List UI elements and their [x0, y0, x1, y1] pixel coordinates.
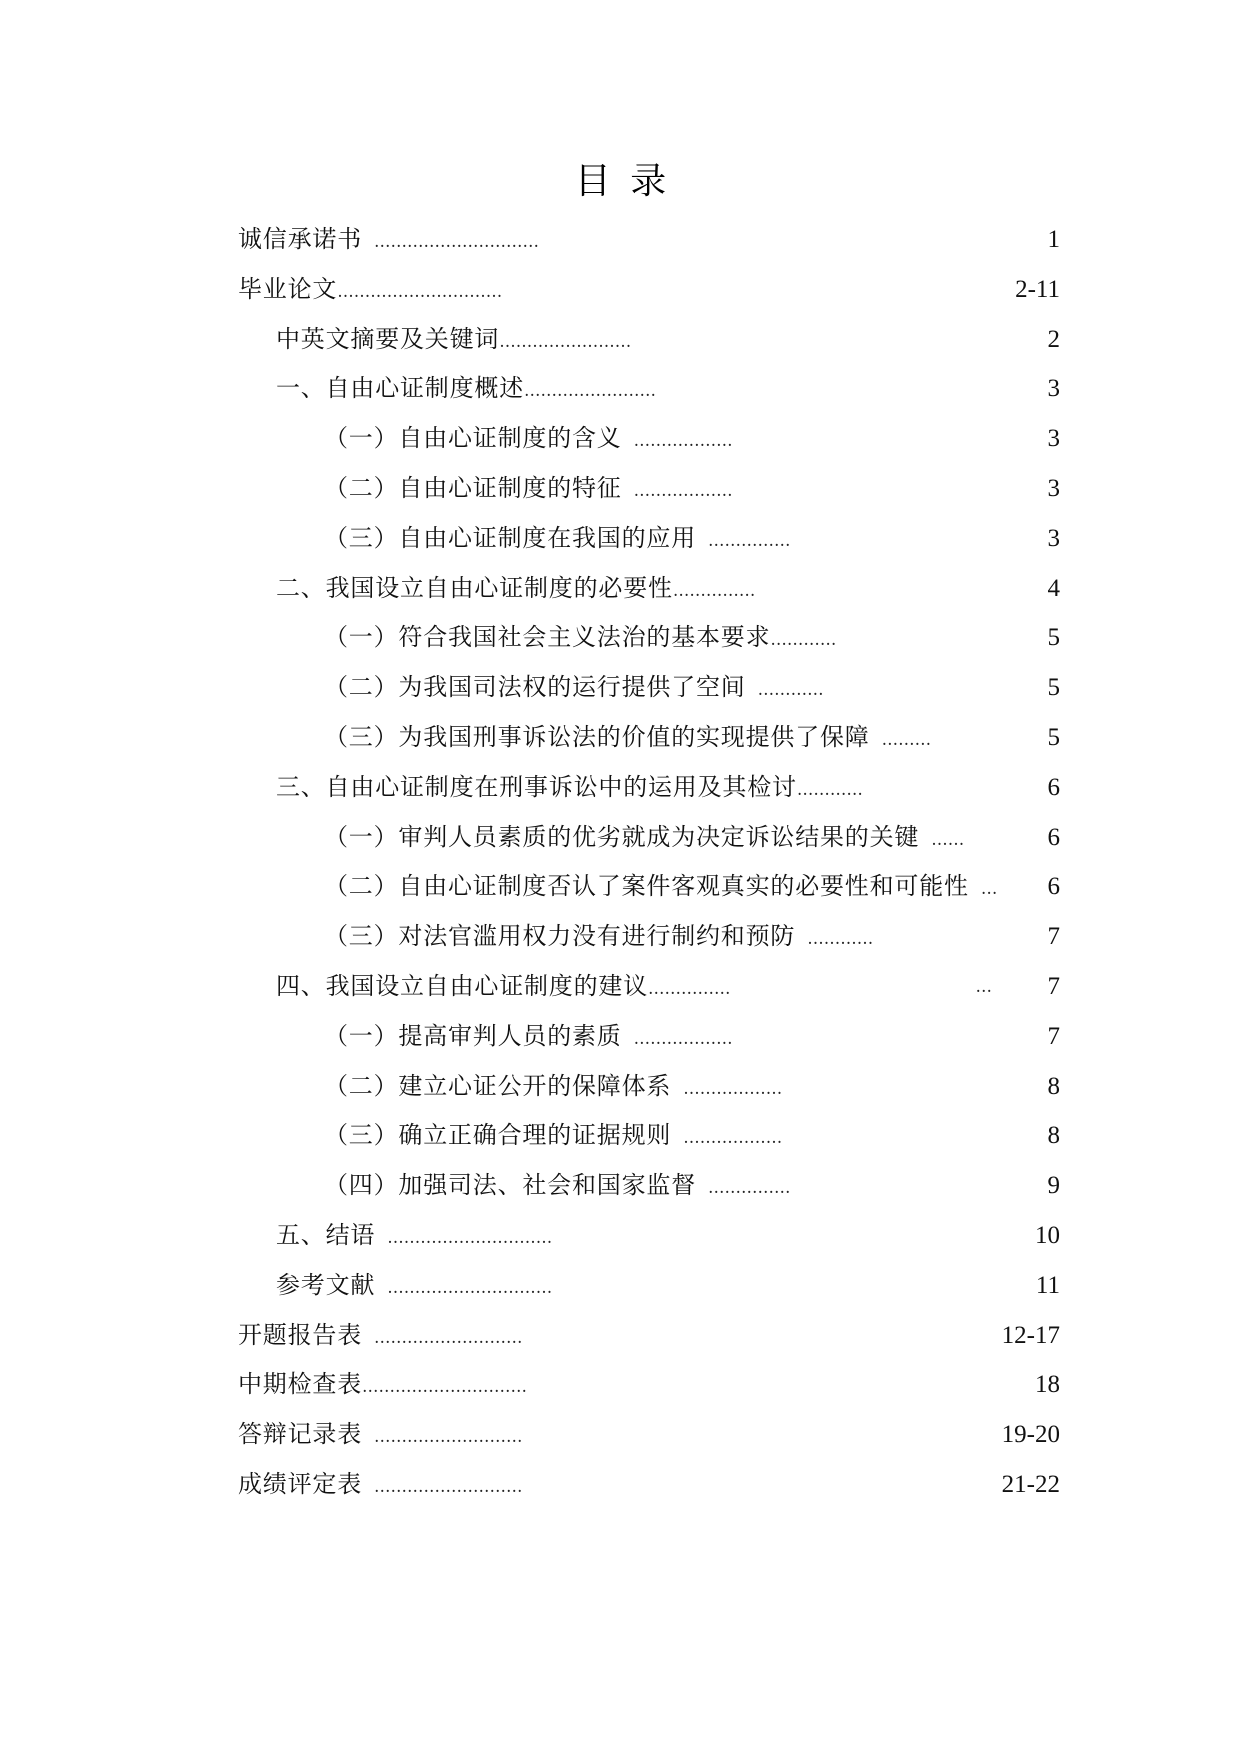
dot-leader: ……………… — [633, 480, 733, 500]
dot-leader: ……………………… — [374, 1476, 523, 1496]
toc-subsection-entry — [238, 464, 1060, 514]
toc-page-number: 3 — [1047, 375, 1060, 403]
toc-page-number: 2-11 — [1015, 275, 1060, 303]
toc-page-number: 2 — [1047, 325, 1060, 353]
dot-leader: …………… — [708, 1178, 791, 1198]
toc-page-number: 7 — [1047, 923, 1060, 951]
toc-entry — [238, 1460, 1060, 1510]
dot-leader: ……………… — [633, 1028, 733, 1048]
toc-entry-title: 诚信承诺书 — [238, 225, 362, 253]
toc-page-number: 6 — [1047, 873, 1060, 901]
toc-entry-title: 开题报告表 — [238, 1320, 362, 1349]
toc-page-number: 10 — [1035, 1221, 1060, 1249]
toc-entry-title: （二）自由心证制度否认了案件客观真实的必要性和可能性 — [324, 872, 969, 901]
dot-leader: …………………… — [524, 381, 656, 401]
toc-page-number: 18 — [1035, 1371, 1060, 1399]
toc-entry-title: 中英文摘要及关键词 — [276, 324, 500, 353]
dot-leader: ………………………… — [387, 1227, 553, 1247]
dot-leader: ………………………… — [337, 281, 503, 301]
toc-page-number: 11 — [1035, 1271, 1060, 1299]
toc-page-number: 5 — [1047, 674, 1060, 702]
toc-entry-title: 一、自由心证制度概述 — [276, 374, 524, 403]
dot-leader: ……………………… — [374, 1427, 523, 1447]
toc-page-number: 6 — [1047, 773, 1060, 801]
dot-leader-tail: … — [975, 976, 992, 996]
toc-subsection-entry — [238, 912, 1060, 962]
toc-chapter-entry — [238, 1261, 1060, 1311]
toc-subsection-entry — [238, 613, 1060, 663]
toc-page-number: 7 — [1047, 1022, 1060, 1050]
dot-leader: …………… — [708, 530, 791, 550]
toc-page-number: 9 — [1047, 1172, 1060, 1200]
dot-leader: ………………………… — [362, 1377, 527, 1397]
table-of-contents — [238, 215, 1060, 1510]
toc-entry — [238, 1410, 1060, 1460]
toc-chapter-entry — [238, 364, 1060, 414]
toc-entry-title: 三、自由心证制度在刑事诉讼中的运用及其检讨 — [276, 772, 797, 801]
toc-subsection-entry — [238, 414, 1060, 464]
toc-entry-title: （一）自由心证制度的含义 — [324, 424, 622, 453]
page-title: 目 录 — [574, 161, 667, 202]
dot-leader: ………… — [770, 630, 837, 650]
toc-chapter-entry — [238, 1211, 1060, 1261]
toc-entry-title: （一）提高审判人员的素质 — [324, 1021, 622, 1050]
toc-entry-title: （二）自由心证制度的特征 — [324, 473, 622, 502]
toc-entry-title: （三）自由心证制度在我国的应用 — [324, 523, 696, 552]
toc-subsection-entry — [238, 1161, 1060, 1211]
toc-subsection-entry — [238, 813, 1060, 863]
toc-entry-title: 毕业论文 — [238, 274, 338, 303]
toc-subsection-entry — [238, 1111, 1060, 1161]
dot-leader: ……………… — [683, 1128, 783, 1148]
dot-leader: …………………… — [499, 331, 632, 351]
toc-entry — [238, 215, 1060, 265]
toc-subsection-entry — [238, 663, 1060, 713]
toc-chapter-entry — [238, 564, 1060, 614]
toc-chapter-entry — [238, 962, 1060, 1012]
toc-page-number: 3 — [1047, 474, 1060, 502]
toc-subsection-entry — [238, 1012, 1060, 1062]
toc-subsection-entry — [238, 514, 1060, 564]
toc-entry-title: （二）为我国司法权的运行提供了空间 — [324, 673, 746, 702]
dot-leader: …………… — [672, 580, 756, 600]
dot-leader: ……………… — [683, 1078, 783, 1098]
toc-page-number: 7 — [1047, 972, 1060, 1000]
dot-leader: … — [980, 879, 998, 899]
toc-entry — [238, 1360, 1060, 1410]
toc-page-number: 4 — [1047, 574, 1060, 602]
toc-entry-title: 中期检查表 — [238, 1370, 362, 1399]
toc-page-number: 1 — [1047, 226, 1060, 253]
toc-entry — [238, 265, 1060, 315]
toc-entry-title: 二、我国设立自由心证制度的必要性 — [276, 573, 673, 602]
dot-leader: …………… — [648, 978, 731, 998]
toc-entry-title: （四）加强司法、社会和国家监督 — [324, 1171, 696, 1200]
toc-subsection-entry — [238, 862, 1060, 912]
toc-page-number: 5 — [1047, 723, 1060, 751]
toc-entry-title: 五、结语 — [276, 1220, 376, 1249]
dot-leader: …… — [931, 829, 965, 849]
toc-chapter-entry — [238, 763, 1060, 813]
dot-leader: ………… — [807, 929, 874, 949]
toc-entry-title: （二）建立心证公开的保障体系 — [324, 1071, 672, 1100]
toc-page-number: 6 — [1047, 823, 1060, 851]
dot-leader: ……………………… — [374, 1327, 523, 1347]
toc-page-number: 5 — [1047, 624, 1060, 652]
dot-leader: ……………… — [633, 431, 733, 451]
toc-page-number: 21-22 — [1001, 1470, 1060, 1498]
dot-leader: ………………………… — [387, 1277, 553, 1297]
toc-entry-title: （一）符合我国社会主义法治的基本要求 — [324, 623, 771, 652]
toc-page-number: 8 — [1047, 1122, 1060, 1150]
toc-entry-title: （三）对法官滥用权力没有进行制约和预防 — [324, 922, 796, 951]
toc-entry-title: 参考文献 — [276, 1270, 376, 1299]
toc-page-number: 8 — [1047, 1072, 1060, 1100]
dot-leader: ……… — [881, 729, 932, 749]
toc-entry-title: （一）审判人员素质的优劣就成为决定诉讼结果的关键 — [324, 822, 920, 851]
toc-entry-title: （三）为我国刑事诉讼法的价值的实现提供了保障 — [324, 722, 870, 751]
toc-page-number: 19-20 — [1001, 1421, 1060, 1449]
toc-entry-title: 答辩记录表 — [238, 1420, 362, 1449]
toc-entry-title: 四、我国设立自由心证制度的建议 — [276, 971, 648, 1000]
toc-subsection-entry — [238, 1062, 1060, 1112]
dot-leader: ………………………… — [374, 232, 539, 251]
toc-chapter-entry — [238, 315, 1060, 365]
toc-page-number: 3 — [1047, 524, 1060, 552]
toc-page-number: 12-17 — [1001, 1321, 1060, 1349]
toc-entry-title: 成绩评定表 — [238, 1469, 362, 1498]
toc-page-number: 3 — [1047, 425, 1060, 453]
dot-leader: ………… — [796, 779, 863, 799]
dot-leader: ………… — [757, 680, 824, 700]
toc-entry — [238, 1311, 1060, 1361]
toc-subsection-entry — [238, 713, 1060, 763]
toc-entry-title: （三）确立正确合理的证据规则 — [324, 1121, 672, 1150]
